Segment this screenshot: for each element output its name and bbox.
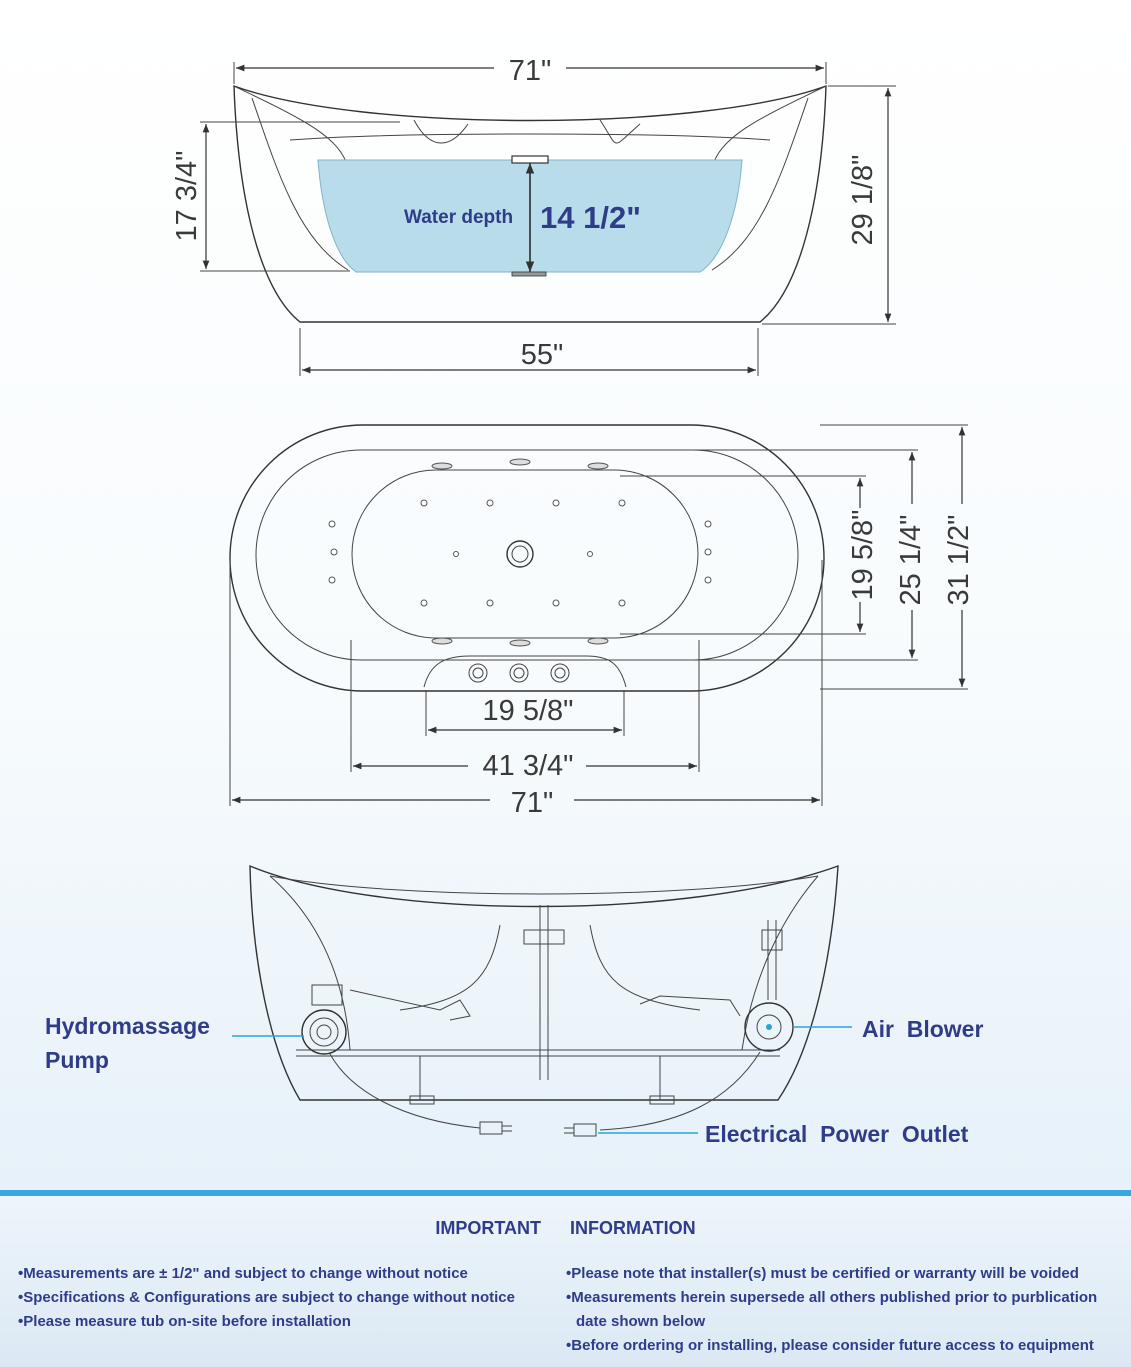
cutaway-view — [45, 866, 983, 1147]
control-knob-icon — [551, 664, 569, 682]
info-list-right — [566, 1262, 1118, 1358]
pump-icon — [302, 1010, 346, 1054]
plug-icon — [480, 1122, 502, 1134]
info-item: • Please measure tub on-site before installation — [18, 1310, 548, 1334]
blower-power-cord — [600, 1052, 760, 1130]
water-depth-value: 14 1/2" — [540, 200, 641, 235]
air-jets — [329, 500, 711, 606]
overflow-icon — [512, 156, 548, 163]
inner-well-length-label: 41 3/4" — [482, 750, 574, 782]
drain-icon — [507, 541, 533, 567]
power-outlet-label: Electrical Power Outlet — [705, 1121, 969, 1147]
info-item: • Measurements are ± 1/2" and subject to change without notice — [18, 1262, 548, 1286]
info-title: IMPORTANT INFORMATION — [435, 1218, 696, 1238]
pump-housing — [312, 985, 342, 1005]
water-depth-label: Water depth — [404, 207, 514, 228]
control-knob-icon — [510, 664, 528, 682]
tub-plan-inner-rim — [256, 450, 798, 660]
info-item: • Please note that installer(s) must be certified or warranty will be voided — [566, 1262, 1118, 1286]
pump-label-line1: Hydromassage — [45, 1013, 210, 1039]
control-knob-icon — [469, 664, 487, 682]
base-length-label: 55" — [520, 339, 564, 371]
important-information-panel — [0, 1190, 1131, 1367]
control-panel-width-label: 19 5/8" — [482, 695, 574, 727]
overall-height-label: 29 1/8" — [847, 154, 879, 246]
inner-rim-width-label: 25 1/4" — [895, 514, 927, 606]
inner-well-width-label: 19 5/8" — [847, 509, 879, 601]
pump-label-line2: Pump — [45, 1047, 109, 1073]
water-line-height-label: 17 3/4" — [171, 150, 203, 242]
info-list-left — [18, 1262, 548, 1334]
info-item: • Before ordering or installing, please consider future access to equipment — [566, 1334, 1118, 1358]
blower-pipe — [768, 920, 776, 1000]
overflow-drain-pipe — [540, 905, 548, 1080]
info-item: • Measurements herein supersede all others published prior to purblication date shown below — [566, 1286, 1118, 1334]
tub-plan-well — [352, 470, 698, 638]
overall-width-label: 31 1/2" — [943, 514, 975, 606]
plan-view — [230, 425, 975, 819]
info-item: • Specifications & Configurations are subject to change without notice — [18, 1286, 548, 1310]
pump-power-cord — [330, 1054, 480, 1128]
drain-icon — [512, 272, 546, 276]
control-panel — [424, 656, 626, 687]
side-elevation-view — [171, 55, 896, 376]
top-overall-length-label: 71" — [508, 55, 552, 87]
air-blower-label: Air Blower — [862, 1016, 984, 1042]
plan-overall-length-label: 71" — [510, 787, 554, 819]
socket-icon — [574, 1124, 596, 1136]
